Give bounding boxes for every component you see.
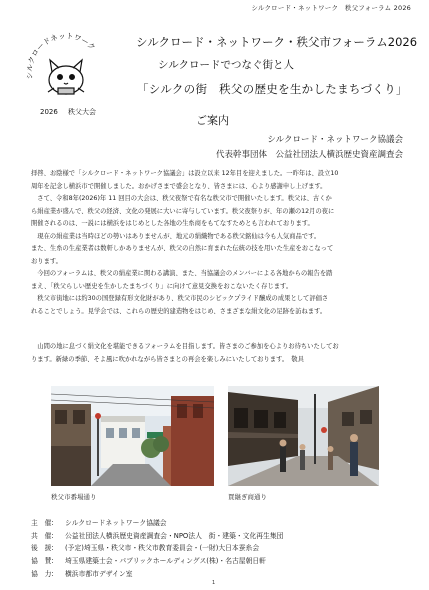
body-line: 秩父市街地には約30の国登録有形文化財があり、秩父市民のシビックプライド醸成の成果として評価さ [31, 295, 329, 302]
credit-row [31, 568, 283, 581]
credit-label: 協 賛: [31, 557, 54, 566]
credit-label: 主 催: [31, 519, 54, 527]
credit-value: 埼玉県建築士会・パブリックホールディングス(株)・名古屋朝日軒 [65, 557, 266, 566]
organizer-line-1: シルクロード・ネットワーク協議会 [267, 135, 403, 145]
body-line: れることでしょう。見学会では、これらの歴史的建造物をはじめ、さまざまな絹文化の足跡を訪ねます。 [31, 307, 327, 315]
credit-label: 協 力: [31, 569, 54, 578]
credits-list [31, 517, 283, 581]
logo-ring-text: シルクロードネットワーク [24, 31, 98, 80]
logo-place: 秩父大会 [68, 108, 96, 116]
credit-value: 横浜市都市デザイン室 [65, 569, 133, 578]
silkroad-logo [20, 28, 112, 120]
closing-line: 山間の地に息づく絹文化を堪能できるフォーラムを目指します。皆さまのご参加を心よりお待ちいたしてお [31, 343, 339, 350]
body-line: 今回のフォーラムは、秩父の絹産業に関わる講演、また、当協議会のメンバーによる各地からの報告を踏 [31, 270, 333, 277]
credit-value: (予定)埼玉県・秩父市・秩父市教育委員会・(一財)大日本蚕糸会 [65, 544, 260, 553]
credit-value: 公益社団法人横浜歴史資産調査会・NPO法人 街・建築・文化再生集団 [65, 531, 284, 540]
forum-title: シルクロード・ネットワーク・秩父市フォーラム2026 [136, 35, 418, 49]
body-line: 現在の絹産業は当時ほどの勢いはありませんが、地元の絹織物である秩父銘仙は今も人気商品です。 [31, 232, 321, 240]
body-line: おります。 [31, 257, 62, 265]
forum-subtitle: シルクロードでつなぐ街と人 [158, 59, 295, 71]
body-line: まえ、「秩父らしい歴史を生かしたまちづくり」に向けて意見交換をおこないたく存じます。 [31, 282, 293, 290]
closing-paragraph [31, 341, 403, 366]
mascot-icon [48, 60, 84, 94]
notice-heading: ご案内 [196, 114, 229, 127]
running-header: シルクロード・ネットワーク 秩父フォーラム 2026 [251, 4, 411, 12]
page-number: 1 [212, 580, 216, 586]
forum-theme: 「シルクの街 秩父の歴史を生かしたまちづくり」 [137, 82, 408, 96]
photo-kaitsugi-street [228, 386, 379, 486]
logo-year: 2026 [40, 108, 58, 116]
credit-label: 後 援: [31, 544, 54, 553]
body-line: 周年を記念し横浜市で開催しました。おかげさまで盛会となり、皆さまには、心より感謝申し上げます。 [31, 182, 327, 190]
invitation-body [31, 168, 403, 318]
credit-row [31, 530, 283, 543]
credit-row [31, 517, 283, 530]
closing-line: ります。新緑の季節、そよ風に吹かれながら皆さまとの再会を楽しみにいたしております。 敬具 [31, 355, 304, 363]
photo-caption: 秩父市番場通り [51, 493, 97, 501]
photo-banba-street [51, 386, 214, 486]
photo-caption: 買継ぎ商通り [228, 493, 267, 501]
credit-value: シルクロードネットワーク協議会 [65, 519, 167, 527]
body-line: また、生糸の生産業者は数軒しかありませんが、秩父の自然に育まれた伝統の技を用いた生産をおこなって [31, 245, 334, 252]
organizer-line-2: 代表幹事団体 公益社団法人横浜歴史資産調査会 [215, 150, 403, 160]
credit-label: 共 催: [31, 531, 54, 540]
body-line: さて、令和8年(2026)年 11 回目の大会は、秩父夜祭で有名な秩父市で開催いたします。秩父は、古くか [31, 195, 332, 202]
body-line: 開催されるのは、一説には横浜をはじめとした各地の生糸商をもてなすためとも言われております。 [31, 220, 314, 227]
credit-row [31, 542, 283, 555]
credit-row [31, 555, 283, 568]
body-line: ら絹産業が盛んで、秩父の経済、文化の発展に大いに寄与しています。秩父夜祭りが、年の瀬の12月の夜に [31, 207, 335, 215]
body-line: 拝啓、お陰様で「シルクロード・ネットワーク協議会」は設立以来 12年目を迎えました。一昨年は、設立10 [31, 170, 339, 177]
